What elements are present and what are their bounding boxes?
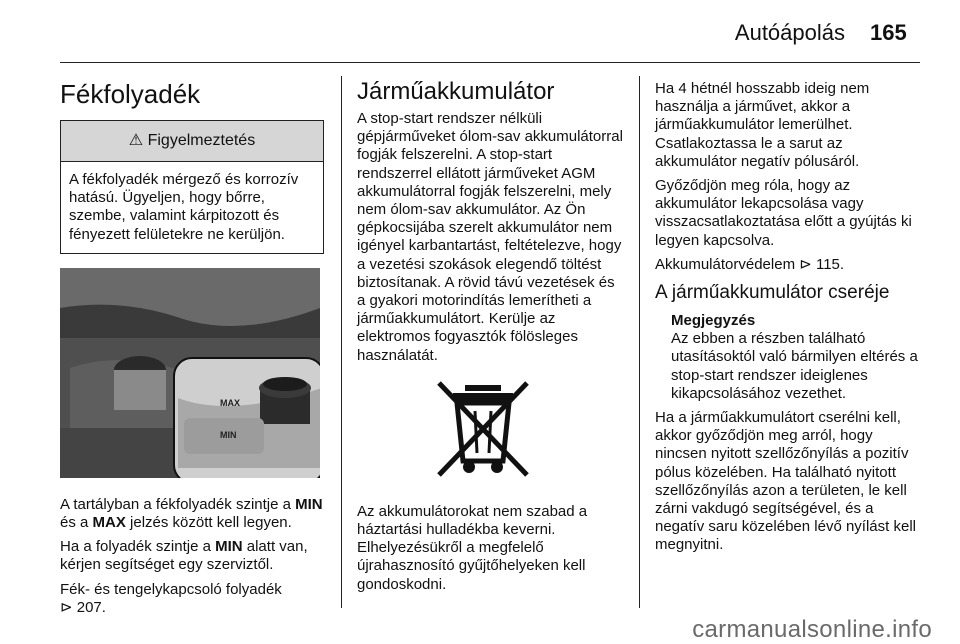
section-heading-brake-fluid: Fékfolyadék	[60, 79, 201, 109]
page-reference-arrow-icon: ⊳	[60, 598, 73, 616]
max-marker-label: MAX	[220, 397, 240, 408]
min-marker-label: MIN	[220, 429, 237, 440]
paragraph-battery-types: A stop-start rendszer nélküli gépjárműveket ólom-sav akkumulátorral fogják felszerelni. A stop-start rendszerrel ellátott járműveket AGM akkumulátorral fogják felszerelni, mely nem ólom-sav akkumulátor. Az Ön gépkocsijába szerelt akkumulátor nem igényel karbantartást, feltételezve, hogy a vezetési szokások elegendő töltést biztosítanak. A rövid távú vezetések és a gyakori motorindítás lemerítheti a járműakkumulátort. Kerülje az elektromos fogyasztók fölösleges használatát.	[357, 110, 623, 364]
warning-label: Figyelmeztetés	[147, 132, 256, 149]
note-text: Az ebben a részben található utasításoktól való bármilyen eltérés a stop-start rendszer ideiglenes kikapcsolásához vezethet.	[671, 330, 918, 402]
page-reference-link[interactable]: 115.	[815, 255, 845, 273]
section-heading-battery: Járműakkumulátor	[357, 78, 555, 105]
column-divider-1	[341, 76, 342, 608]
warning-header	[61, 121, 323, 162]
warning-text: A fékfolyadék mérgező és korrozív hatású. Ügyeljen, hogy bőrre, szembe, valamint kárpitozott és fényezett felületekre ne kerüljön.	[69, 171, 299, 243]
paragraph-battery-protection: Akkumulátorvédelem ⊳ 115.	[655, 255, 845, 273]
middle-column	[357, 78, 625, 600]
paragraph-ignition-off: Győződjön meg róla, hogy az akkumulátor lekapcsolása vagy visszacsatlakoztatása előtt a gyújtás ki legyen kapcsolva.	[655, 177, 912, 249]
note-title: Megjegyzés	[671, 312, 756, 330]
paragraph-low-level: Ha a folyadék szintje a MIN alatt van, kérjen segítséget egy szerviztől.	[60, 538, 308, 574]
page-reference-arrow-icon: ⊳	[799, 255, 812, 273]
right-column	[655, 80, 920, 561]
header-rule	[60, 62, 920, 63]
chapter-title: Autóápolás	[734, 20, 845, 45]
paragraph-reference: Fék- és tengelykapcsoló folyadék ⊳ 207.	[60, 580, 282, 616]
page-reference-link[interactable]: 207.	[76, 598, 106, 616]
crossed-out-bin-icon	[433, 375, 533, 485]
column-divider-2	[639, 76, 640, 608]
subheading-battery-replacement: A járműakkumulátor cseréje	[655, 282, 890, 304]
paragraph-long-storage: Ha 4 hétnél hosszabb ideig nem használja a járművet, akkor a járműakkumulátor lemerülhet. Csatlakoztassa le a sarut az akkumulátor negatív pólusáról.	[655, 80, 870, 170]
paragraph-level-range: A tartályban a fékfolyadék szintje a MIN és a MAX jelzés között kell legyen.	[60, 495, 323, 532]
page-number: 165	[870, 20, 907, 45]
note-box	[655, 312, 920, 403]
brake-fluid-reservoir-photo	[60, 268, 320, 478]
warning-triangle-icon: ⚠	[128, 132, 144, 149]
left-column	[60, 78, 324, 623]
warning-box	[60, 120, 324, 254]
paragraph-disposal: Az akkumulátorokat nem szabad a háztartási hulladékba keverni. Elhelyezésükről a megfelelő újrahasznosító gyűjtőhelyeken kell gondoskodni.	[357, 502, 588, 593]
watermark: carmanualsonline.info	[692, 616, 932, 643]
paragraph-replacement: Ha a járműakkumulátort cserélni kell, akkor győződjön meg arról, hogy nincsen nyitott szellőzőnyílás a pozitív pólus közelében. Ha található nyitott szellőzőnyílás azon a területen, le kell zárni vakdugó segítségével, és a negatív saru közelében lévő nyílást kell megnyitni.	[655, 409, 916, 554]
